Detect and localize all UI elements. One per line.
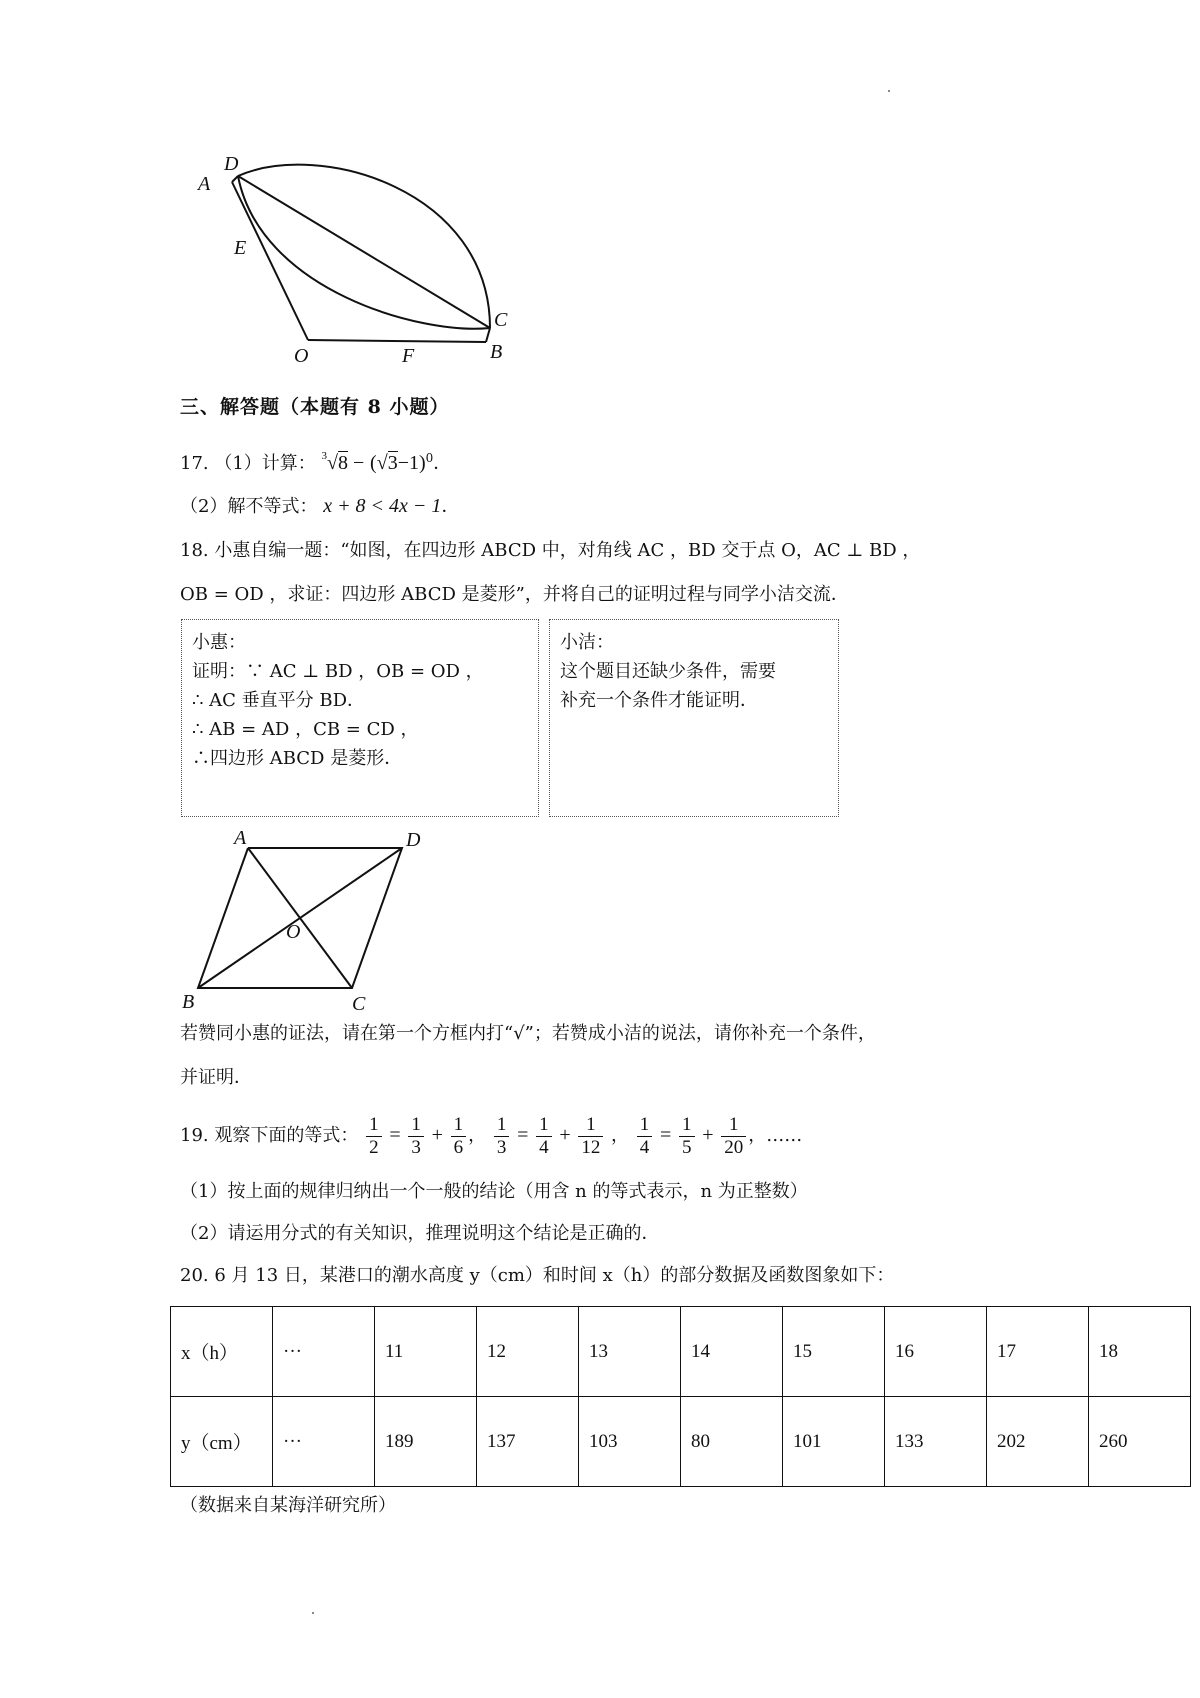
paren-open: ( — [370, 452, 377, 474]
box-line: ∴ AB = AD ，CB = CD ， — [192, 719, 419, 740]
q17-part2-prefix: （2）解不等式： — [180, 496, 318, 517]
box-line: ∴ AC 垂直平分 BD． — [192, 690, 366, 711]
table-cell: 189 — [375, 1397, 477, 1487]
quadrilateral-figure — [178, 828, 448, 1016]
table-row — [171, 1307, 1191, 1397]
plus: + — [431, 1124, 443, 1146]
equals: = — [660, 1124, 672, 1146]
lens-figure — [190, 150, 530, 370]
q17-part2 — [180, 494, 459, 519]
plus: + — [559, 1124, 571, 1146]
q19-part1: （1）按上面的规律归纳出一个一般的结论（用含 n 的等式表示，n 为正整数） — [180, 1181, 808, 1202]
print-dot — [312, 1612, 314, 1614]
table-cell: x（h） — [171, 1307, 273, 1397]
table-cell: 137 — [477, 1397, 579, 1487]
q18-after-line2: 并证明． — [180, 1067, 252, 1088]
q18-after-line1: 若赞同小惠的证法，请在第一个方框内打“√”；若赞成小洁的说法，请你补充一个条件， — [180, 1023, 876, 1044]
table-cell: 11 — [375, 1307, 477, 1397]
table-cell: 14 — [681, 1307, 783, 1397]
label-A: A — [198, 173, 211, 195]
table-cell: 103 — [579, 1397, 681, 1487]
label-O: O — [286, 921, 301, 943]
q18-line1: 18. 小惠自编一题：“如图，在四边形 ABCD 中，对角线 AC ，BD 交于点 O，AC ⊥ BD ， — [180, 540, 921, 561]
q18-line2: OB = OD ，求证：四边形 ABCD 是菱形”，并将自己的证明过程与同学小洁交流． — [180, 584, 849, 605]
table-cell: 12 — [477, 1307, 579, 1397]
inequality: x + 8 < 4x − 1 — [323, 495, 442, 517]
label-F: F — [402, 345, 415, 367]
label-A: A — [234, 828, 247, 849]
box-line: 这个题目还缺少条件，需要 — [560, 661, 776, 682]
side-o-b — [308, 340, 486, 342]
equals: = — [389, 1124, 401, 1146]
data-source: （数据来自某海洋研究所） — [180, 1495, 396, 1516]
xiaohui-proof-box[interactable] — [181, 619, 539, 817]
q17-period: ． — [433, 453, 452, 474]
side-a-o — [232, 182, 308, 340]
table-cell: 16 — [885, 1307, 987, 1397]
sqrt-sign: √ — [376, 452, 388, 474]
side-b-c — [486, 328, 490, 342]
label-B: B — [490, 341, 503, 363]
table-cell: 260 — [1089, 1397, 1191, 1487]
comma: ， — [605, 1125, 630, 1146]
q19-equations — [180, 1108, 802, 1163]
fraction: $\frac{1}{4}$ — [637, 1114, 653, 1159]
q17-period2: ． — [441, 496, 460, 517]
table-cell: 18 — [1089, 1307, 1191, 1397]
q19-part2: （2）请运用分式的有关知识，推理说明这个结论是正确的． — [180, 1223, 660, 1244]
sqrt-radicand: 3 — [387, 452, 398, 474]
q17-prefix: 17. （1）计算： — [180, 453, 316, 474]
table-cell: ··· — [273, 1307, 375, 1397]
tide-table — [170, 1306, 1191, 1487]
box-line: 证明：∵ AC ⊥ BD ，OB = OD ， — [192, 661, 484, 682]
table-cell: 15 — [783, 1307, 885, 1397]
label-D: D — [224, 153, 239, 175]
table-cell: 101 — [783, 1397, 885, 1487]
label-D: D — [406, 829, 421, 851]
plus: + — [702, 1124, 714, 1146]
q17-part1 — [180, 446, 451, 476]
table-cell: ··· — [273, 1397, 375, 1487]
table-cell: 202 — [987, 1397, 1089, 1487]
fraction: $\frac{1}{3}$ — [494, 1114, 510, 1159]
label-C: C — [494, 309, 508, 331]
minus-sign: − — [353, 452, 365, 474]
table-cell: y（cm） — [171, 1397, 273, 1487]
cube-root-index: 3 — [321, 450, 328, 463]
section-title: 三、解答题（本题有 8 小题） — [180, 396, 450, 418]
label-O: O — [294, 345, 309, 367]
q20-intro: 20. 6 月 13 日，某港口的潮水高度 y（cm）和时间 x（h）的部分数据及函数图象如下： — [180, 1265, 895, 1286]
fraction: $\frac{1}{20}$ — [721, 1114, 746, 1159]
fraction: $\frac{1}{3}$ — [408, 1114, 424, 1159]
cube-root — [322, 452, 353, 474]
box-line: 小洁： — [560, 632, 614, 653]
box-line: ∴四边形 ABCD 是菱形． — [192, 748, 403, 769]
label-B: B — [182, 991, 195, 1013]
label-C: C — [352, 993, 366, 1015]
table-cell: 80 — [681, 1397, 783, 1487]
table-cell: 13 — [579, 1307, 681, 1397]
segment-ad — [232, 176, 238, 182]
exponent: 0 — [425, 451, 434, 465]
xiaojie-box[interactable] — [549, 619, 839, 817]
label-E: E — [234, 237, 247, 259]
fraction: $\frac{1}{12}$ — [578, 1114, 603, 1159]
equals: = — [517, 1124, 529, 1146]
print-dot — [888, 90, 890, 92]
fraction: $\frac{1}{4}$ — [536, 1114, 552, 1159]
comma: ， — [468, 1125, 487, 1146]
fraction: $\frac{1}{6}$ — [451, 1114, 467, 1159]
table-cell: 17 — [987, 1307, 1089, 1397]
box-line: 小惠： — [192, 632, 246, 653]
diagonal-bd — [198, 848, 402, 988]
minus-one: −1) — [397, 452, 426, 474]
table-cell: 133 — [885, 1397, 987, 1487]
table-row — [171, 1397, 1191, 1487]
box-line: 补充一个条件才能证明． — [560, 690, 758, 711]
fraction: $\frac{1}{2}$ — [366, 1114, 382, 1159]
q19-prefix: 19. 观察下面的等式： — [180, 1125, 359, 1146]
cube-radicand: 8 — [338, 452, 349, 474]
root-sign: √ — [327, 452, 339, 474]
fraction: $\frac{1}{5}$ — [679, 1114, 695, 1159]
ellipsis: ，…… — [748, 1125, 803, 1146]
